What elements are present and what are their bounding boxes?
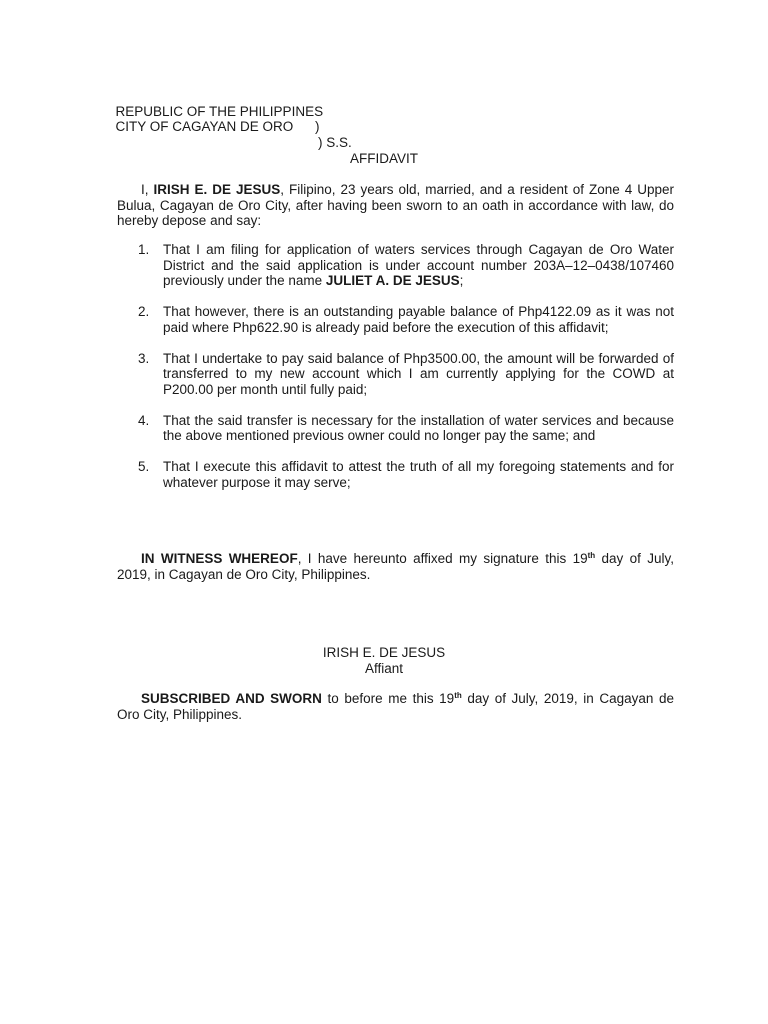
document-title: AFFIDAVIT — [349, 151, 418, 166]
item-text: That however, there is an outstanding payable balance of Php4122.09 as it was not paid where Php622.90 is already paid before the execution of this affidavit; — [163, 304, 674, 335]
deposition-list — [138, 242, 674, 506]
signatory-role: Affiant — [364, 660, 404, 676]
jurat-text: to before me this 19 — [321, 691, 455, 706]
previous-owner-name: JULIET A. DE JESUS — [325, 273, 460, 288]
caption-line-city — [93, 104, 352, 150]
witness-text-end: day of July, 2019, in Cagayan de Oro City, Philippines. — [117, 551, 674, 582]
list-item — [138, 413, 674, 444]
caption-ss-mark: ) S.S. — [318, 134, 352, 150]
signature-block — [0, 645, 768, 676]
witness-heading: IN WITNESS WHEREOF — [141, 551, 298, 566]
intro-paragraph — [117, 182, 674, 229]
item-text: That I undertake to pay said balance of Php3500.00, the amount will be forwarded of transferred to my new account which I am currently applying for the COWD at P200.00 per month until fully paid; — [163, 350, 674, 397]
item-number: 3. — [138, 350, 150, 366]
list-item — [138, 242, 674, 289]
witness-text: , I have hereunto affixed my signature this 19 — [297, 551, 588, 566]
venue-caption — [93, 88, 352, 150]
item-text: That the said transfer is necessary for the installation of water services and because the above mentioned previous owner could no longer pay the same; and — [163, 412, 674, 443]
jurat-heading: SUBSCRIBED AND SWORN — [141, 691, 322, 706]
item-text: That I execute this affidavit to attest the truth of all my foregoing statements and for whatever purpose it may serve; — [163, 459, 674, 490]
jurat-text-end: day of July, 2019, in Cagayan de Oro City, Philippines. — [117, 691, 674, 722]
caption-republic: REPUBLIC OF THE PHILIPPINES — [115, 103, 324, 119]
jurat-day-suffix: th — [454, 691, 462, 700]
list-item — [138, 351, 674, 398]
witness-paragraph — [117, 551, 674, 582]
signatory-name: IRISH E. DE JESUS — [322, 645, 446, 660]
intro-text: , Filipino, 23 years old, married, and a resident of Zone 4 Upper Bulua, Cagayan de Oro City, after having been sworn to an oath in accordance with law, do hereby depose and say: — [117, 182, 674, 228]
jurat-paragraph — [117, 691, 674, 722]
intro-pre: I, — [141, 182, 154, 197]
list-item — [138, 304, 674, 335]
item-number: 2. — [138, 304, 150, 319]
item-number: 5. — [138, 459, 150, 474]
item-text-after: ; — [459, 273, 464, 288]
item-number: 1. — [138, 242, 150, 257]
caption-republic-mark: ) — [315, 119, 320, 134]
witness-day-suffix: th — [587, 551, 596, 560]
list-item — [138, 459, 674, 490]
item-number: 4. — [138, 412, 150, 428]
caption-city: CITY OF CAGAYAN DE ORO — [115, 119, 294, 134]
item-text: That I am filing for application of waters services through Cagayan de Oro Water District and the said application is under account number 203A–12–0438/107460 previously under the name — [163, 242, 674, 288]
affiant-name-inline: IRISH E. DE JESUS — [153, 182, 281, 197]
